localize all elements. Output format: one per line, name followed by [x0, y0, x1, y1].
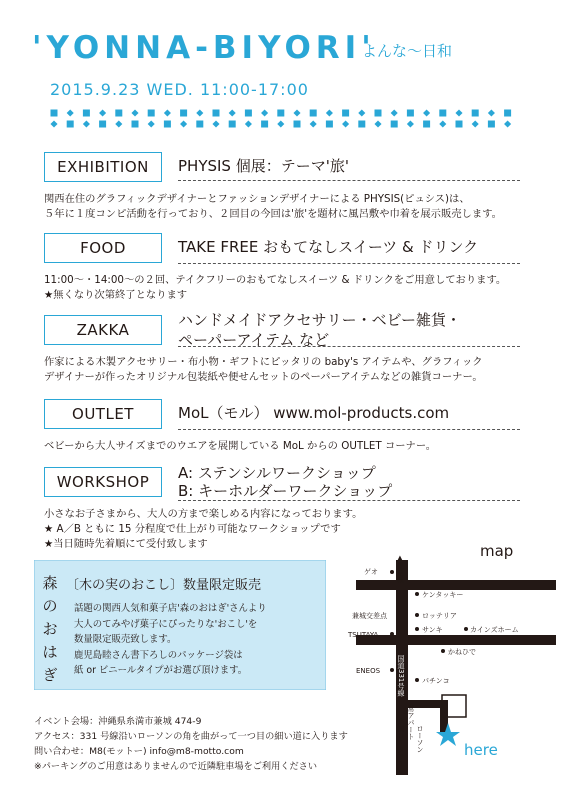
divider [178, 500, 520, 501]
event-subtitle: よんな〜日和 [362, 42, 453, 60]
pattern-square [423, 109, 430, 116]
pattern-square [99, 109, 106, 116]
pattern-square [293, 109, 300, 116]
pattern-square [180, 120, 187, 127]
pattern-square [439, 110, 446, 117]
access-map [330, 540, 560, 790]
pattern-square [342, 120, 349, 127]
zakka-heading-line2: ペーパーアイテム など [178, 331, 330, 349]
workshop-label: WORKSHOP [44, 467, 162, 497]
pattern-square [407, 110, 414, 117]
map-label-cainz: カインズホーム [470, 626, 519, 634]
pattern-square [326, 109, 333, 116]
mori-vertical-title: 森 の お は ぎ [42, 574, 58, 684]
cross-road [356, 580, 556, 590]
divider [178, 263, 520, 264]
pattern-square [67, 109, 74, 116]
pattern-square [245, 110, 252, 117]
outlet-label: OUTLET [44, 399, 162, 429]
pattern-square [261, 109, 268, 116]
pattern-square [358, 109, 365, 116]
contact-text: 問い合わせ：M8(モットー) info@m8-motto.com [34, 746, 244, 757]
pattern-square [196, 109, 203, 116]
mori-heading: 〔木の実のおこし〕数量限定販売 [66, 578, 262, 593]
divider [178, 180, 520, 181]
zakka-label: ZAKKA [44, 315, 162, 345]
food-heading: TAKE FREE おもてなしスイーツ & ドリンク [178, 238, 479, 256]
zakka-heading: ハンドメイドアクセサリー・ベビー雑貨・ [178, 311, 462, 329]
pattern-square [488, 121, 495, 128]
pattern-square [342, 110, 349, 117]
pattern-square [310, 120, 317, 127]
pattern-square [229, 109, 236, 116]
road-south-label: 糸満ロータリー▼ [397, 718, 405, 775]
pattern-square [131, 109, 138, 116]
pattern-square [67, 121, 74, 128]
map-label-lotteria: ロッテリア [422, 612, 457, 620]
pattern-square [51, 110, 58, 117]
road-north-label: ▲豊見城 [396, 554, 404, 583]
pattern-square [164, 109, 171, 116]
here-star-icon [436, 723, 460, 746]
workshop-heading-line2: B: キーホルダーワークショップ [178, 482, 393, 500]
map-label-apartment: 常アパート [407, 705, 415, 740]
map-label-eneos: ENEOS [356, 667, 381, 675]
pattern-square [132, 121, 139, 128]
pattern-square [212, 120, 219, 127]
food-description: 11:00〜・14:00〜の２回、テイクフリーのおもてなしスイーツ & ドリンクをご用意しております。 ★無くなり次第終了となります [44, 274, 507, 301]
outlet-heading: MoL（モル） www.mol-products.com [178, 404, 450, 422]
pattern-square [115, 110, 122, 117]
venue-text: イベント会場：沖縄県糸満市兼城 474-9 [34, 716, 202, 727]
pattern-square [391, 109, 398, 116]
map-label-kaneshiro: 兼城交差点 [352, 612, 387, 620]
pattern-square [50, 120, 57, 127]
pattern-square [326, 121, 333, 128]
map-label-geo: ゲオ [364, 568, 378, 576]
pattern-square [455, 109, 462, 116]
pattern-square [504, 110, 511, 117]
here-label: here [464, 741, 498, 759]
pattern-square [358, 121, 365, 128]
divider [178, 429, 520, 430]
decorative-pattern [46, 108, 516, 130]
pattern-square [472, 120, 479, 127]
map-label-kfc: ケンタッキー [422, 591, 464, 599]
outlet-description: ベビーから大人サイズまでのウエアを展開している MoL からの OUTLET コーナー。 [44, 440, 437, 452]
workshop-heading: A: ステンシルワークショップ [178, 464, 376, 482]
pattern-square [423, 121, 430, 128]
pattern-square [277, 110, 284, 117]
pattern-square [407, 120, 414, 127]
access-text: アクセス：331 号線沿いローソンの角を曲がって一つ目の細い道に入ります [34, 731, 348, 742]
pattern-square [245, 120, 252, 127]
food-label: FOOD [44, 233, 162, 263]
map-label-pachinko: パチンコ [422, 677, 450, 685]
zakka-description: 作家による木製アクセサリー・布小物・ギフトにピッタリの baby's アイテムや、グラフィック デザイナーが作ったオリジナル包装紙や便せんセットのペーパーアイテムなどの雑貨コーナー。 [44, 356, 483, 383]
pattern-square [294, 121, 301, 128]
cross-road [356, 635, 556, 645]
event-title: 'YONNA-BIYORI' [32, 30, 376, 66]
pattern-square [310, 110, 317, 117]
pattern-square [472, 110, 479, 117]
pattern-square [391, 121, 398, 128]
event-date: 2015.9.23 WED. 11:00-17:00 [50, 80, 309, 99]
pattern-square [229, 121, 236, 128]
pattern-square [148, 120, 155, 127]
workshop-description: 小さなお子さまから、大人の方まで楽しめる内容になっております。 ★ A／B ともに 15 分程度で仕上がり可能なワークショップです ★当日随時先着順にて受付致します [44, 508, 363, 550]
pattern-square [277, 120, 284, 127]
pattern-square [164, 121, 171, 128]
pattern-square [148, 110, 155, 117]
pattern-square [374, 120, 381, 127]
pattern-square [456, 121, 463, 128]
pattern-square [213, 110, 220, 117]
pattern-square [115, 120, 122, 127]
pattern-square [196, 121, 203, 128]
route-label: 国道331号線 [397, 655, 405, 697]
exhibition-heading: PHYSIS 個展：テーマ'旅' [178, 157, 349, 175]
pattern-square [261, 121, 268, 128]
footer-info [34, 714, 348, 774]
exhibition-description: 関西在住のグラフィックデザイナーとファッションデザイナーによる PHYSIS(ピュシス)は、 ５年に１度コンピ活動を行っており、２回目の今回は'旅'を題材に風呂敷や巾着を展示販売します。 [44, 193, 502, 220]
parking-note: ※パーキングのご用意はありませんので近隣駐車場をご利用ください [34, 761, 318, 772]
pattern-square [99, 121, 106, 128]
map-label-kanehide: かねひで [448, 648, 476, 656]
map-label-lawson: ローソン [416, 725, 424, 753]
pattern-square [375, 110, 382, 117]
pattern-square [439, 120, 446, 127]
divider [178, 346, 520, 347]
map-title: map [480, 542, 514, 560]
map-label-sanki: サンキ [422, 626, 443, 634]
pattern-square [488, 109, 495, 116]
pattern-square [83, 110, 90, 117]
mori-body: 話題の関西人気和菓子店'森のおはぎ'さんより 大人のてみやげ菓子にぴったりな'おこし'を 数量限定販売致します。 鹿児島睦さん書下ろしのパッケージ袋は 紙 or ビニールタイプがお選び頂けます。 [74, 603, 267, 676]
map-label-tsutaya: TSUTAYA [348, 631, 379, 639]
pattern-square [180, 110, 187, 117]
exhibition-label: EXHIBITION [44, 152, 162, 182]
pattern-square [504, 120, 511, 127]
pattern-square [83, 120, 90, 127]
